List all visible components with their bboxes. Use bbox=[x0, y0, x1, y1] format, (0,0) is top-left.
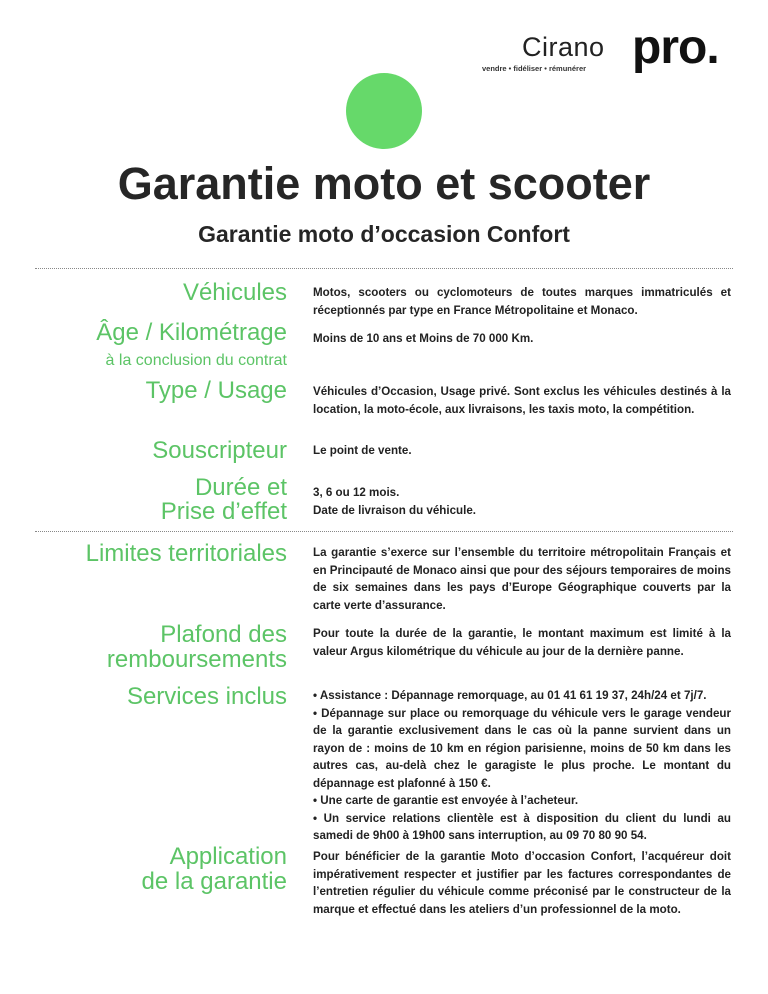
green-circle-decoration bbox=[346, 73, 422, 149]
services-item: • Une carte de garantie est envoyée à l’acheteur. bbox=[313, 794, 579, 807]
text-application: Pour bénéficier de la garantie Moto d’occasion Confort, l’acquéreur doit impérativement respecter et justifier par les factures correspondantes de l’entretien régulier du véhicule comme préconisé par le constructeur de la marque et effectué dans les ateliers d’un professionnel de la moto. bbox=[313, 850, 731, 916]
label-services: Services inclus bbox=[126, 683, 287, 710]
divider bbox=[35, 268, 733, 269]
label-type-usage: Type / Usage bbox=[145, 377, 287, 404]
label-duree-line1: Durée et bbox=[194, 474, 287, 501]
label-application-line2: de la garantie bbox=[141, 868, 287, 895]
label-souscripteur: Souscripteur bbox=[152, 437, 287, 464]
cirano-pro-logo bbox=[482, 21, 742, 84]
text-limites: La garantie s’exerce sur l’ensemble du territoire métropolitain Français et en Principauté de Monaco ainsi que pour des séjours temporaires de moins de six semaines dans les pays d’Europe Géographique couverts par la carte verte d’assurance. bbox=[313, 546, 731, 612]
label-limites: Limites territoriales bbox=[85, 540, 287, 567]
text-plafond: Pour toute la durée de la garantie, le montant maximum est limité à la valeur Argus kilométrique du véhicule au jour de la dernière panne. bbox=[313, 627, 731, 658]
sublabel-age: à la conclusion du contrat bbox=[105, 352, 287, 369]
text-souscripteur: Le point de vente. bbox=[313, 444, 412, 457]
logo-suffix: pro. bbox=[632, 21, 719, 74]
page-title: Garantie moto et scooter bbox=[117, 158, 651, 209]
text-services bbox=[313, 687, 731, 845]
label-plafond-line2: remboursements bbox=[106, 646, 287, 673]
services-item: • Assistance : Dépannage remorquage, au 01 41 61 19 37, 24h/24 et 7j/7. bbox=[313, 689, 707, 702]
text-vehicules: Motos, scooters ou cyclomoteurs de toutes marques immatriculés et réceptionnés par type en France Métropolitaine et Monaco. bbox=[313, 286, 731, 317]
label-age-kilometrage: Âge / Kilométrage bbox=[96, 319, 287, 346]
label-plafond-line1: Plafond des bbox=[160, 621, 287, 648]
text-duree-line1: 3, 6 ou 12 mois. bbox=[313, 486, 400, 499]
logo-tagline: vendre • fidéliser • rémunérer bbox=[482, 64, 587, 73]
services-item: • Un service relations clientèle est à disposition du client du lundi au samedi de 9h00 à 19h00 sans interruption, au 09 70 80 90 54. bbox=[313, 811, 731, 842]
logo-brand: Cirano bbox=[522, 32, 605, 62]
divider bbox=[35, 531, 733, 532]
text-age: Moins de 10 ans et Moins de 70 000 Km. bbox=[313, 332, 534, 345]
text-duree bbox=[313, 484, 731, 519]
label-vehicules: Véhicules bbox=[182, 279, 287, 306]
label-application-line1: Application bbox=[169, 843, 287, 870]
page-subtitle: Garantie moto d’occasion Confort bbox=[198, 221, 570, 247]
services-item: • Dépannage sur place ou remorquage du véhicule vers le garage vendeur de la garantie exclusivement dans le cas où la panne survient dans un rayon de : moins de 10 km en région parisienne, moins de 50 km dans les autres cas, au-delà chez le garagiste le plus proche. Le montant du dépannage est plafonné à 150 €. bbox=[313, 706, 731, 790]
label-duree-line2: Prise d’effet bbox=[160, 498, 287, 525]
text-type-usage: Véhicules d’Occasion, Usage privé. Sont exclus les véhicules destinés à la location, la moto-école, aux livraisons, les taxis moto, la compétition. bbox=[313, 385, 731, 416]
text-duree-line2: Date de livraison du véhicule. bbox=[313, 503, 477, 517]
